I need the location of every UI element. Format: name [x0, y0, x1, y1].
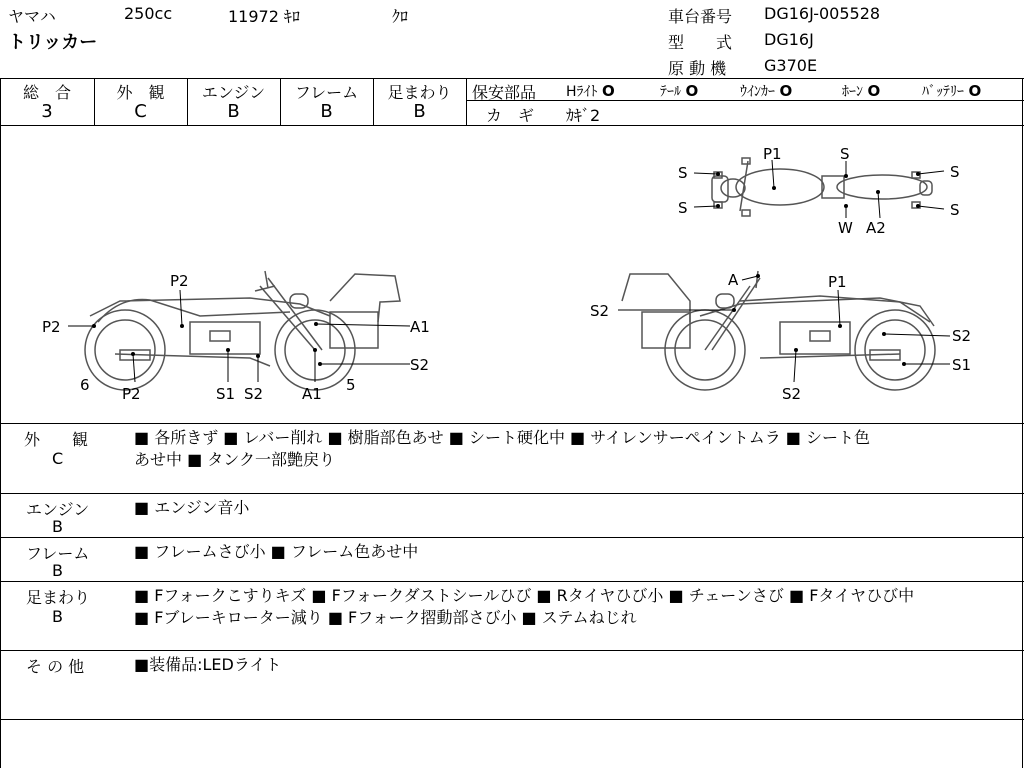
divider [0, 423, 1024, 424]
grade-value-engine: B [227, 101, 240, 122]
divider [0, 581, 1024, 582]
diagram-label: S [678, 199, 688, 217]
diagram-label: A2 [866, 219, 886, 237]
grade-label-exterior: 外 観 [116, 83, 165, 102]
safety-item-tail: ﾃｰﾙ O [660, 82, 699, 100]
section-grade: B [52, 607, 63, 626]
grade-value-suspension: B [413, 101, 426, 122]
key-value: ｶｷﾞ2 [566, 106, 601, 125]
grade-label-frame: フレーム [294, 83, 359, 102]
section-notes: ■ 各所きず ■ レバー削れ ■ 樹脂部色あせ ■ シート硬化中 ■ サイレンサーペイントムラ ■ シート色 あせ中 ■ タンク一部艶戻り [134, 428, 871, 469]
grade-label-total: 総 合 [22, 83, 71, 102]
maker: ヤマハ [8, 7, 56, 26]
section-notes: ■装備品:LEDライト [134, 655, 282, 674]
diagram-label: S [950, 163, 960, 181]
divider [0, 537, 1024, 538]
diagram-label: P2 [42, 318, 61, 336]
diagram-label: S [840, 145, 850, 163]
safety-label: 保安部品 [472, 83, 537, 102]
diagram-label: P1 [828, 273, 847, 291]
grade-value-total: 3 [41, 101, 53, 122]
diagram-label: P1 [763, 145, 782, 163]
grade-label-suspension: 足まわり [387, 83, 452, 102]
safety-item-winker: ｳｲﾝｶｰ O [740, 82, 793, 100]
frame-no: DG16J-005528 [764, 4, 881, 23]
key-label: カ ギ [486, 106, 535, 125]
frame-no-label: 車台番号 [668, 7, 733, 26]
section-title: そ の 他 [26, 657, 85, 676]
divider [466, 78, 467, 125]
mileage: 11972 ｷﾛ [228, 7, 300, 26]
divider [0, 650, 1024, 651]
section-title: 外 観 [24, 430, 89, 449]
section-grade: C [52, 449, 64, 468]
section-notes: ■ フレームさび小 ■ フレーム色あせ中 [134, 542, 419, 561]
color: ｸﾛ [392, 7, 409, 26]
top-view-icon [712, 158, 932, 216]
type-value: DG16J [764, 30, 814, 49]
section-notes: ■ Fフォークこすりキズ ■ Fフォークダストシールひび ■ Rタイヤひび小 ■ チェーンさび ■ Fタイヤひび中 ■ Fブレーキローター減り ■ Fフォーク摺動部さび小 ■ ステムねじれ [134, 586, 915, 627]
displacement: 250cc [124, 4, 173, 23]
divider [0, 78, 1024, 79]
divider [0, 493, 1024, 494]
safety-item-battery: ﾊﾞｯﾃﾘｰ O [922, 82, 982, 100]
engine-value: G370E [764, 56, 818, 75]
diagram-label: 6 [80, 376, 90, 394]
divider [0, 719, 1024, 720]
safety-item-horn: ﾎｰﾝ O [842, 82, 881, 100]
diagram-label: P2 [122, 385, 141, 403]
grade-value-exterior: C [134, 101, 147, 122]
diagram-label: P2 [170, 272, 189, 290]
diagram-label: A1 [410, 318, 430, 336]
diagram-label: A [728, 271, 739, 289]
section-notes: ■ エンジン音小 [134, 498, 250, 517]
section-grade: B [52, 561, 63, 580]
section-title: フレーム [26, 544, 90, 563]
grade-value-frame: B [320, 101, 333, 122]
left-side-view-icon [85, 271, 400, 390]
motorcycle-diagram [0, 126, 1022, 422]
diagram-label: S2 [410, 356, 430, 374]
diagram-label: W [838, 219, 853, 237]
diagram-label: S2 [782, 385, 802, 403]
section-title: エンジン [26, 500, 90, 519]
model-name: トリッカー [8, 32, 98, 53]
safety-item-headlight: Hﾗｲﾄ O [566, 82, 615, 100]
type-label: 型 式 [668, 33, 733, 52]
diagram-label: A1 [302, 385, 322, 403]
diagram-label: S2 [244, 385, 264, 403]
diagram-label: S2 [952, 327, 972, 345]
diagram-label: S1 [952, 356, 972, 374]
diagram-label: S1 [216, 385, 236, 403]
section-grade: B [52, 517, 63, 536]
diagram-label: S [678, 164, 688, 182]
diagram-label: S [950, 201, 960, 219]
grade-label-engine: エンジン [201, 83, 266, 102]
right-side-view-icon [622, 271, 935, 390]
engine-label: 原 動 機 [668, 59, 727, 78]
diagram-label: S2 [590, 302, 610, 320]
diagram-label: 5 [346, 376, 356, 394]
section-title: 足まわり [26, 588, 91, 607]
